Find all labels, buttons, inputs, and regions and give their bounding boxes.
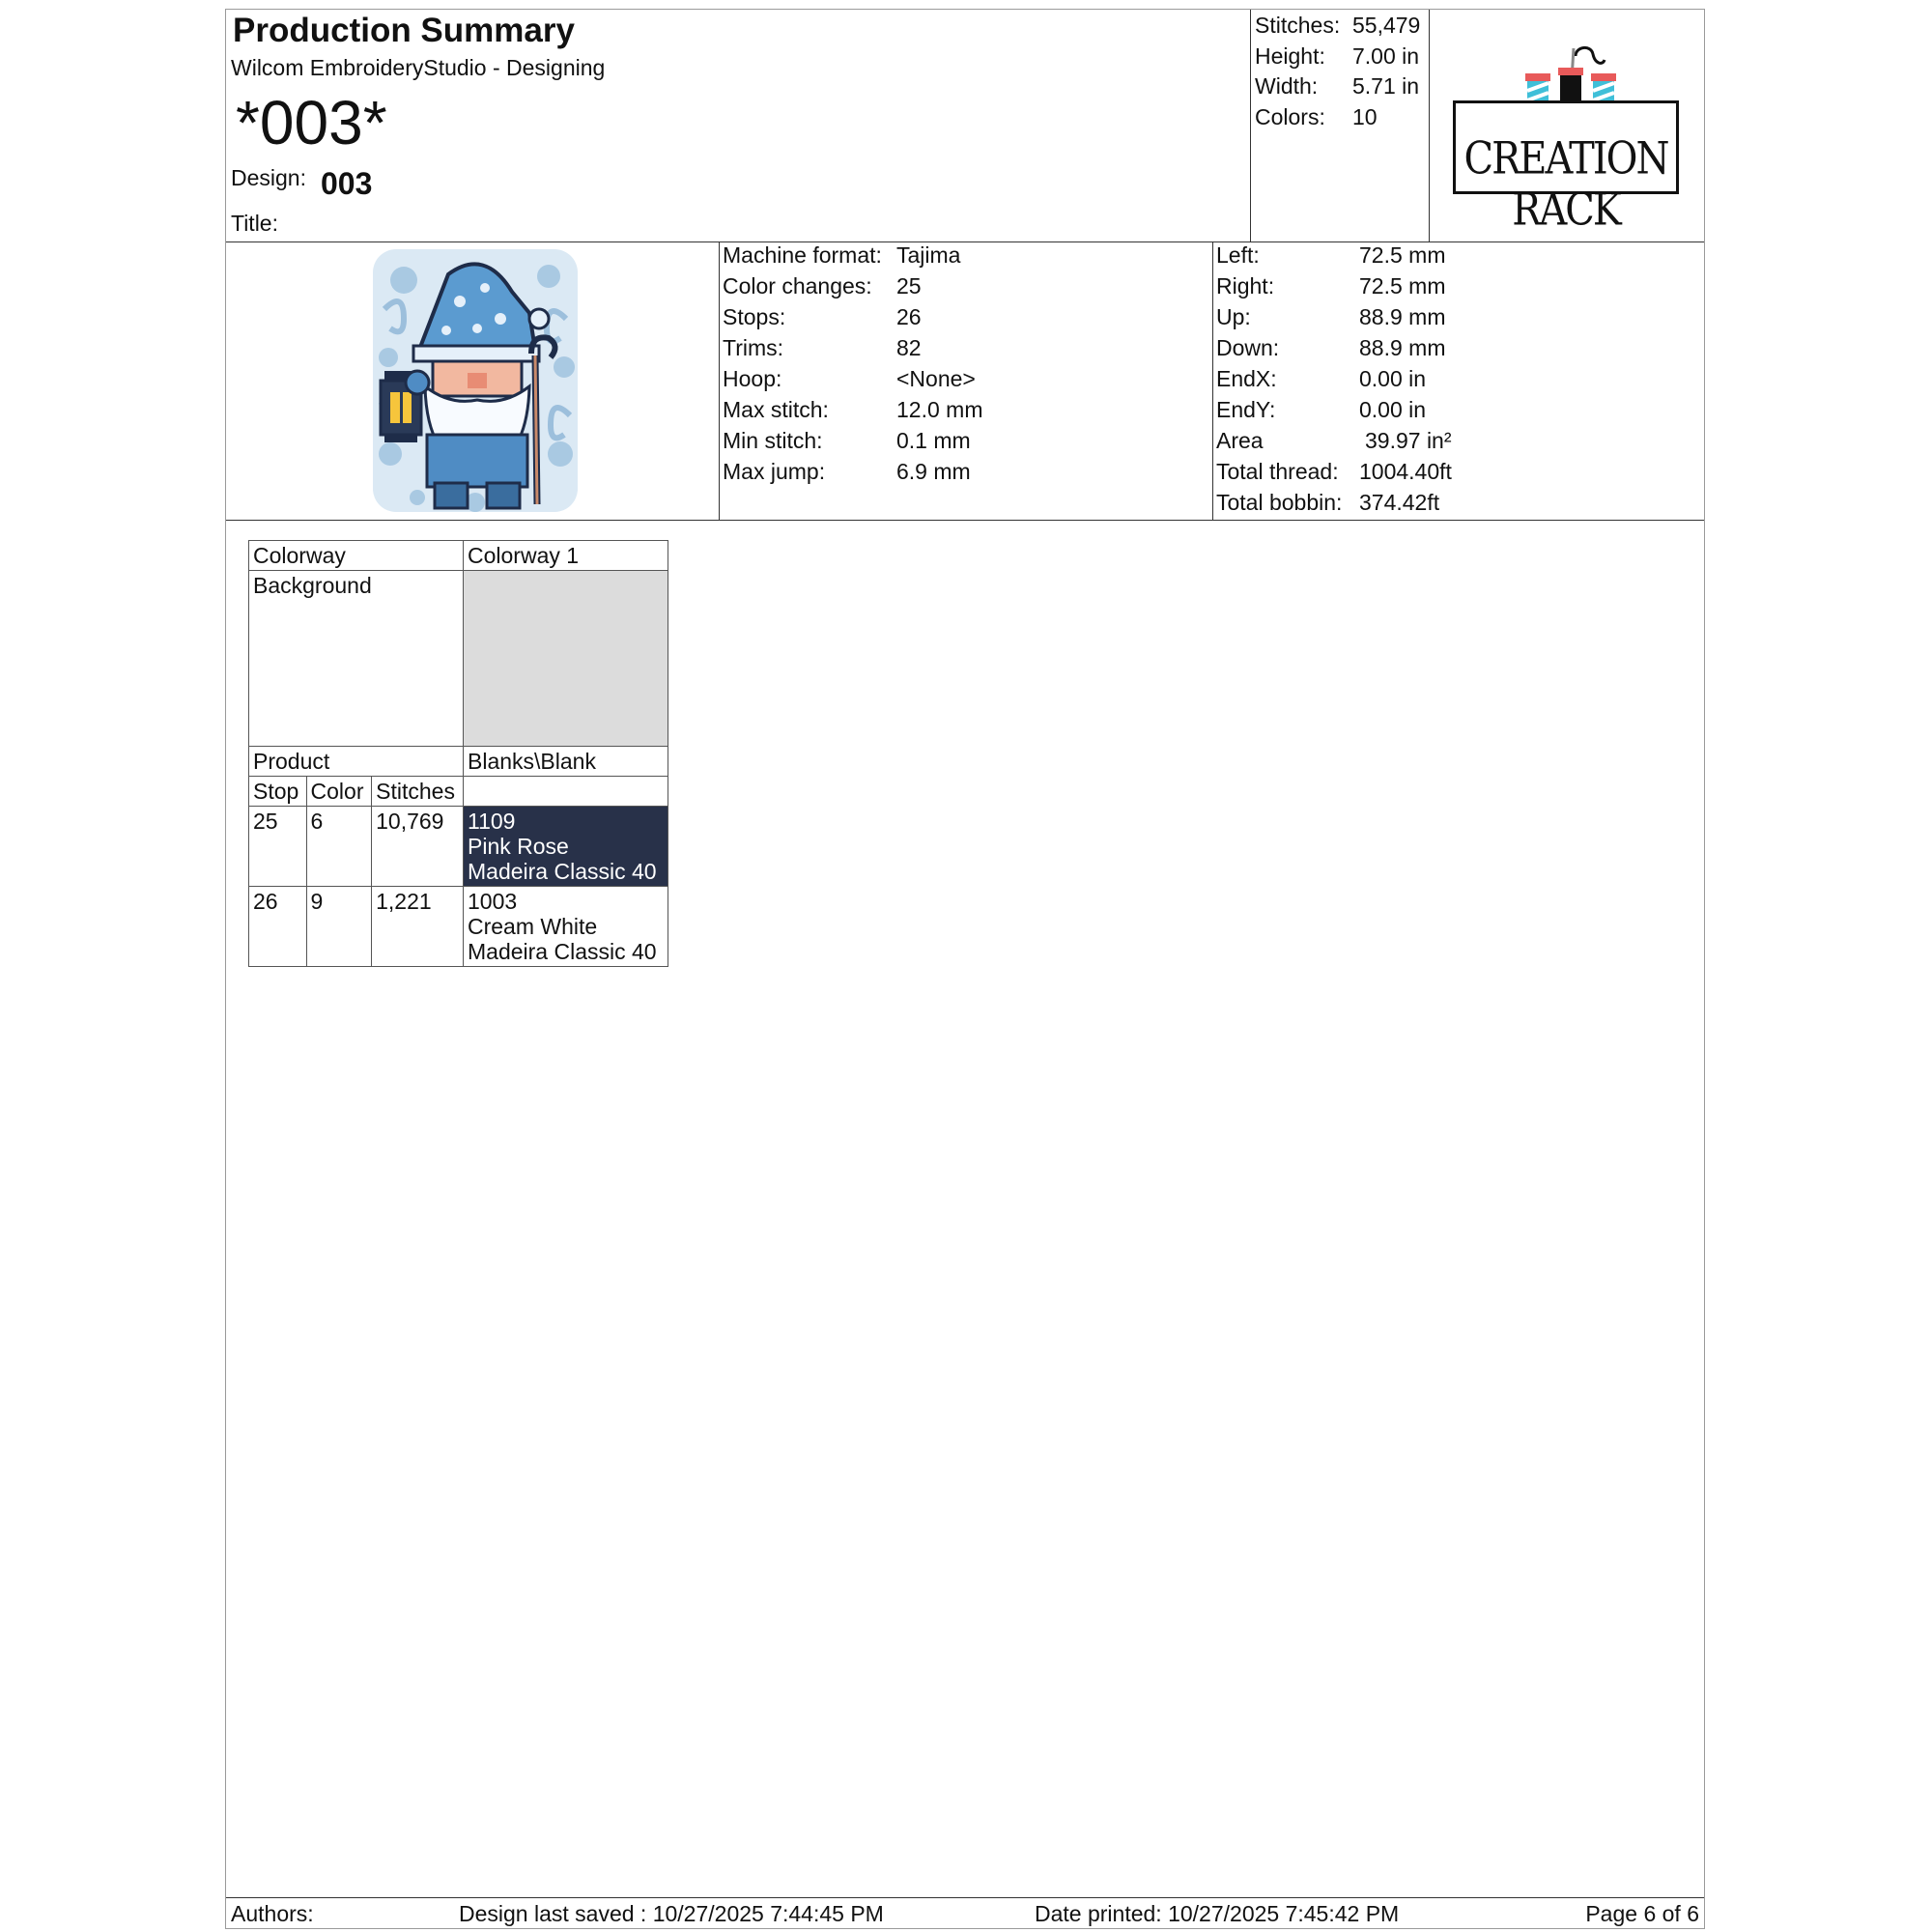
total-thread-value: 1004.40ft <box>1359 459 1452 484</box>
thread-name: Cream White <box>468 914 598 939</box>
last-saved: Design last saved : 10/27/2025 7:44:45 PM <box>459 1901 884 1926</box>
row-stitches: 10,769 <box>372 807 464 887</box>
thread-brand: Madeira Classic 40 <box>468 939 657 964</box>
up-label: Up: <box>1216 304 1251 329</box>
down-label: Down: <box>1216 335 1280 360</box>
trims-value: 82 <box>896 335 922 360</box>
column-header-stop: Stop <box>249 777 307 807</box>
endx-label: EndX: <box>1216 366 1277 391</box>
design-value: 003 <box>321 166 373 201</box>
left-value: 72.5 mm <box>1359 242 1446 268</box>
max-jump-label: Max jump: <box>723 459 826 484</box>
width-label: Width: <box>1255 73 1319 99</box>
row-color: 6 <box>306 807 372 887</box>
column-header-thread <box>464 777 668 807</box>
table-row <box>249 887 668 967</box>
total-bobbin-label: Total bobbin: <box>1216 490 1343 515</box>
logo-text: CREATION RACK <box>1463 133 1668 236</box>
max-stitch-label: Max stitch: <box>723 397 829 422</box>
background-swatch <box>464 571 668 747</box>
header-divider-1 <box>1250 10 1251 242</box>
left-label: Left: <box>1216 242 1260 268</box>
column-header-color: Color <box>306 777 372 807</box>
colorway-label: Colorway <box>249 541 464 571</box>
title-label: Title: <box>231 211 278 236</box>
area-value: 39.97 in² <box>1365 428 1452 453</box>
product-label: Product <box>249 747 464 777</box>
stops-label: Stops: <box>723 304 786 329</box>
colorway-table <box>248 540 668 967</box>
header-section <box>226 10 1704 242</box>
height-value: 7.00 in <box>1352 43 1420 69</box>
page-number: Page 6 of 6 <box>1585 1901 1699 1926</box>
info-section <box>226 242 1704 521</box>
page-footer <box>226 1897 1704 1929</box>
color-changes-label: Color changes: <box>723 273 872 298</box>
row-stop: 26 <box>249 887 307 967</box>
logo-frame <box>1453 100 1679 236</box>
height-label: Height: <box>1255 43 1325 69</box>
thread-name: Pink Rose <box>468 834 569 859</box>
stitches-value: 55,479 <box>1352 13 1421 38</box>
row-thread-swatch <box>464 807 668 887</box>
date-printed: Date printed: 10/27/2025 7:45:42 PM <box>1035 1901 1400 1926</box>
colors-label: Colors: <box>1255 104 1325 129</box>
color-changes-value: 25 <box>896 273 922 298</box>
table-row <box>249 807 668 887</box>
total-bobbin-value: 374.42ft <box>1359 490 1440 515</box>
background-label: Background <box>249 571 464 747</box>
column-header-stitches: Stitches <box>372 777 464 807</box>
production-sheet <box>225 9 1705 1929</box>
total-thread-label: Total thread: <box>1216 459 1339 484</box>
max-stitch-value: 12.0 mm <box>896 397 983 422</box>
endy-value: 0.00 in <box>1359 397 1427 422</box>
thread-code: 1109 <box>468 809 516 834</box>
row-stop: 25 <box>249 807 307 887</box>
thread-code: 1003 <box>468 889 518 914</box>
right-label: Right: <box>1216 273 1275 298</box>
endy-label: EndY: <box>1216 397 1276 422</box>
colorway-value: Colorway 1 <box>464 541 668 571</box>
row-stitches: 1,221 <box>372 887 464 967</box>
design-label: Design: <box>231 165 306 190</box>
min-stitch-label: Min stitch: <box>723 428 823 453</box>
thread-brand: Madeira Classic 40 <box>468 859 657 884</box>
hoop-value: <None> <box>896 366 976 391</box>
design-code-display: *003* <box>236 88 387 157</box>
max-jump-value: 6.9 mm <box>896 459 971 484</box>
endx-value: 0.00 in <box>1359 366 1427 391</box>
machine-format-value: Tajima <box>896 242 961 268</box>
stitches-label: Stitches: <box>1255 13 1341 38</box>
row-color: 9 <box>306 887 372 967</box>
up-value: 88.9 mm <box>1359 304 1446 329</box>
stops-value: 26 <box>896 304 922 329</box>
software-subtitle: Wilcom EmbroideryStudio - Designing <box>231 55 606 80</box>
authors-label: Authors: <box>231 1901 314 1926</box>
down-value: 88.9 mm <box>1359 335 1446 360</box>
width-value: 5.71 in <box>1352 73 1420 99</box>
area-label: Area <box>1216 428 1264 453</box>
gnome-design-preview-icon <box>359 242 591 520</box>
header-divider-2 <box>1429 10 1430 242</box>
right-value: 72.5 mm <box>1359 273 1446 298</box>
row-thread-swatch <box>464 887 668 967</box>
machine-format-label: Machine format: <box>723 242 882 268</box>
hoop-label: Hoop: <box>723 366 782 391</box>
product-value: Blanks\Blank <box>464 747 668 777</box>
min-stitch-value: 0.1 mm <box>896 428 971 453</box>
colors-value: 10 <box>1352 104 1378 129</box>
trims-label: Trims: <box>723 335 784 360</box>
info-divider-2 <box>1212 242 1213 520</box>
info-divider-1 <box>719 242 720 520</box>
page-title: Production Summary <box>233 12 575 49</box>
